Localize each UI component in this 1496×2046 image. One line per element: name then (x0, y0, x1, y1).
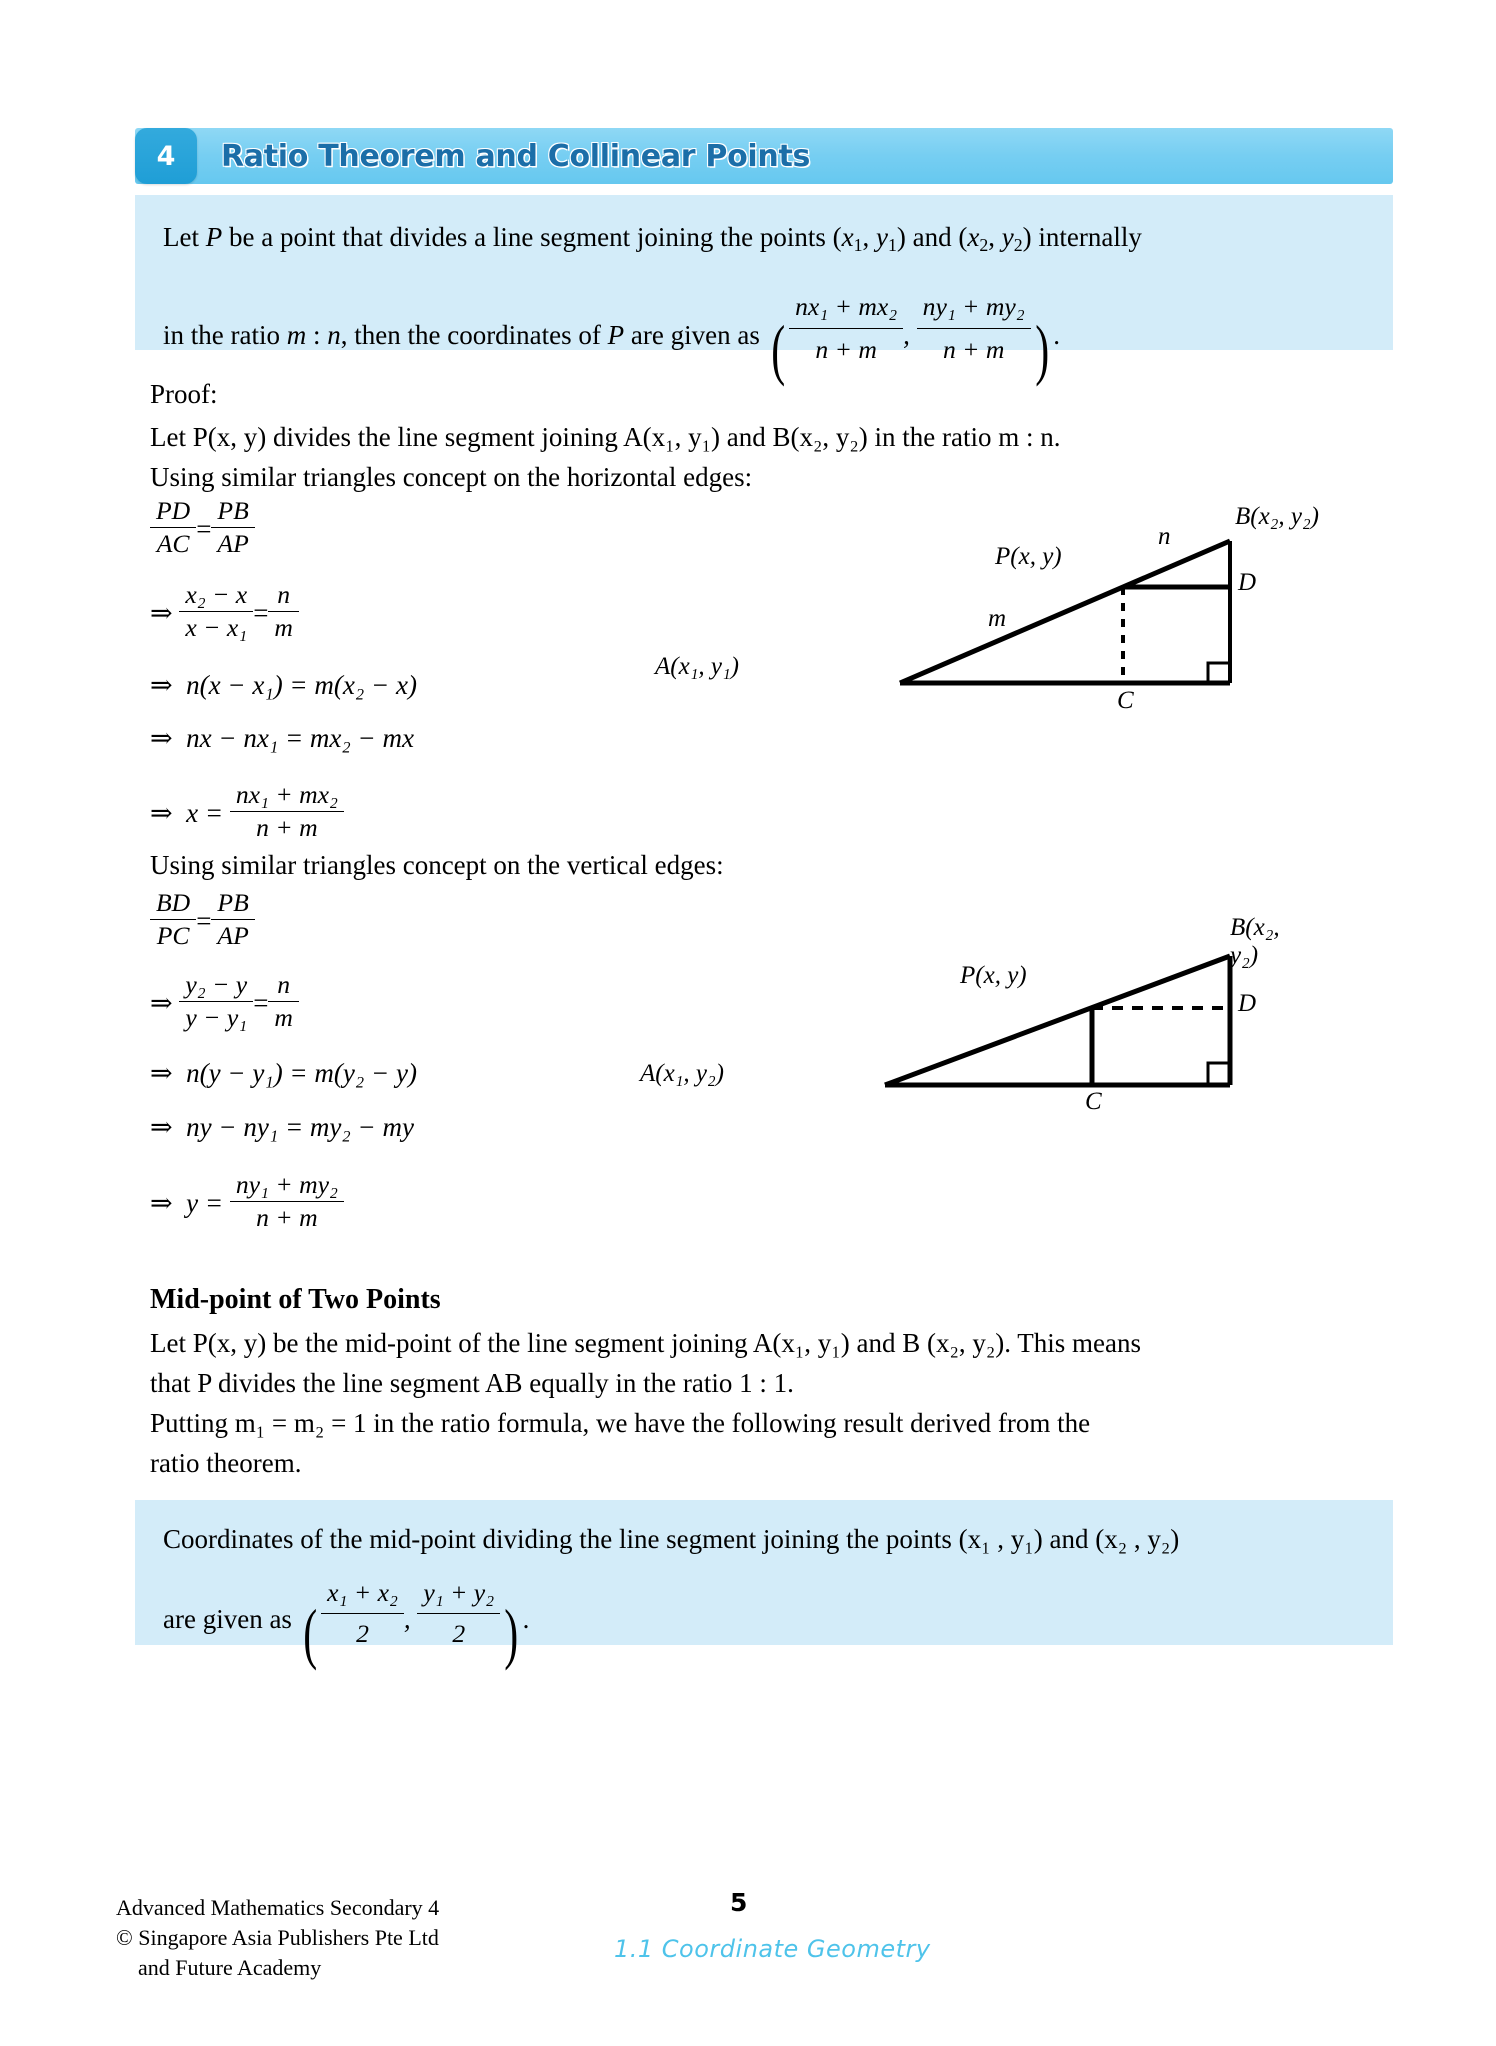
v-step3-text: n(y − y₁) = m(y₂ − y) (186, 1058, 417, 1088)
v-step5-num: ny₁ + my₂ (230, 1170, 344, 1202)
h-step1-lhs-den: AC (156, 529, 190, 558)
section-header (135, 128, 1393, 184)
v-step1-rhs-den: AP (217, 921, 249, 950)
theorem-text-e: in the ratio (163, 319, 287, 350)
v-step5-lhs: y = (186, 1187, 224, 1218)
v-step-4 (150, 1112, 414, 1143)
section-number-badge (135, 128, 197, 184)
h-step5-num: nx₁ + mx₂ (230, 780, 344, 812)
midpoint-heading: Mid-point of Two Points (150, 1284, 441, 1315)
mp-frac-y-num: y₁ + y₂ (417, 1574, 500, 1614)
diagram1-label-P: P(x, y) (995, 543, 1062, 570)
h-step2-arrow: ⇒ (150, 597, 173, 628)
h-step-3 (150, 670, 417, 701)
segment-AB (885, 956, 1230, 1085)
v-step2-lhs-num: y₂ − y (179, 970, 253, 1002)
mp-frac-x-num: x₁ + x₂ (321, 1574, 404, 1614)
theorem-colon: : (306, 319, 328, 350)
diagram2-label-B: B(x₂, y₂) (1230, 914, 1280, 969)
v-step3-arrow: ⇒ (150, 1058, 173, 1088)
theorem-text-d: ) internally (1022, 222, 1142, 252)
v-step4-text: ny − ny₁ = my₂ − my (186, 1112, 414, 1142)
v-step5-den: n + m (256, 1203, 318, 1232)
proof-line-1: Let P(x, y) divides the line segment joining A(x₁, y₁) and B(x₂, y₂) in the ratio m : n. (150, 422, 1061, 452)
midpoint-callout-line-1: Coordinates of the mid-point dividing the line segment joining the points (x₁ , y₁) and (x₂ , y₂) (163, 1524, 1180, 1554)
v-step2-lhs-den: y − y₁ (185, 1003, 248, 1032)
theorem-sub-4: 2 (1013, 234, 1023, 255)
theorem-frac-y-den: n + m (942, 334, 1005, 364)
h-step5-arrow: ⇒ (150, 797, 173, 828)
mp-frac-y-den: 2 (452, 1619, 466, 1648)
mp-period: . (522, 1603, 530, 1634)
h-step1-rhs (211, 496, 254, 559)
theorem-frac-x-den: n + m (815, 334, 877, 364)
theorem-frac-x-num: nx₁ + mx₂ (789, 287, 903, 329)
segment-AB (900, 541, 1230, 683)
theorem-sub-3: 2 (979, 234, 989, 255)
diagram1-label-m: m (988, 605, 1007, 632)
midpoint-fraction-y (417, 1574, 500, 1653)
diagram1-label-B: B(x₂, y₂) (1235, 503, 1319, 530)
theorem-line-2 (163, 287, 1365, 388)
theorem-comma-2: , (988, 222, 1002, 252)
v-step-3 (150, 1058, 417, 1089)
theorem-var-n: n (327, 319, 341, 350)
footer-credit-line-1: Advanced Mathematics Secondary 4 (116, 1895, 440, 1920)
diagram2-label-A: A(x₁, y₂) (640, 1060, 724, 1087)
theorem-var-y2: y (1001, 222, 1014, 252)
h-step4-text: nx − nx₁ = mx₂ − mx (186, 723, 414, 753)
theorem-line-1 (163, 217, 1365, 265)
theorem-frac-comma: , (903, 319, 917, 350)
midpoint-callout-text: are given as (163, 1603, 292, 1634)
diagram-vertical-edges (640, 900, 1310, 1120)
v-step1-lhs-den: PC (156, 921, 190, 950)
h-step-1 (150, 496, 255, 559)
theorem-sub-2: 1 (888, 234, 897, 255)
v-step1-lhs (150, 888, 196, 951)
v-step2-rhs-den: m (274, 1003, 293, 1032)
h-step-4 (150, 723, 414, 754)
h-step1-equals: = (196, 513, 212, 544)
v-step1-lhs-num: BD (150, 888, 196, 920)
theorem-var-P: P (205, 222, 223, 252)
v-step5-fraction (230, 1170, 344, 1233)
right-angle-marker (1208, 663, 1230, 683)
v-step-5 (150, 1170, 344, 1233)
v-step2-lhs (179, 970, 253, 1033)
mp-frac-x-den: 2 (356, 1619, 369, 1648)
diagram2-label-P: P(x, y) (960, 962, 1027, 989)
mp-frac-comma: , (403, 1603, 418, 1634)
theorem-frac-y-num: ny₁ + my₂ (917, 287, 1031, 329)
proof-heading: Proof: (150, 379, 218, 409)
theorem-comma-1: , (862, 222, 877, 252)
v-step-2 (150, 970, 299, 1033)
theorem-var-x2: x (967, 222, 980, 252)
midpoint-callout-box (135, 1500, 1393, 1672)
theorem-var-x1: x (841, 222, 854, 252)
midpoint-line-4: ratio theorem. (150, 1448, 302, 1478)
theorem-fraction-x (789, 287, 903, 370)
h-step1-lhs-num: PD (150, 496, 196, 528)
footer-credit-line-2: © Singapore Asia Publishers Pte Ltd (116, 1925, 439, 1950)
v-step4-arrow: ⇒ (150, 1112, 173, 1142)
theorem-text-b: be a point that divides a line segment joining the points ( (222, 222, 842, 252)
midpoint-callout-line-2 (163, 1574, 1365, 1672)
v-step2-arrow: ⇒ (150, 987, 173, 1018)
proof-line-2: Using similar triangles concept on the horizontal edges: (150, 462, 753, 492)
diagram1-label-A: A(x₁, y₁) (655, 653, 739, 680)
page-number: 5 (730, 1888, 748, 1917)
h-step2-lhs-num: x₂ − x (179, 580, 253, 612)
footer-credit (116, 1893, 439, 1983)
h-step1-lhs (150, 496, 196, 559)
diagram1-label-D: D (1238, 569, 1257, 596)
v-step-1 (150, 888, 255, 951)
h-step1-rhs-num: PB (211, 496, 254, 528)
theorem-sub-1: 1 (853, 234, 863, 255)
v-step2-rhs-num: n (268, 970, 299, 1002)
h-step3-arrow: ⇒ (150, 670, 173, 700)
midpoint-fraction-x (321, 1574, 404, 1653)
theorem-text-f: , then the coordinates of (340, 319, 608, 350)
footer-credit-line-3: and Future Academy (138, 1955, 322, 1980)
theorem-text-a: Let (163, 222, 206, 252)
theorem-fraction-y (917, 287, 1031, 370)
theorem-var-y1: y (876, 222, 889, 252)
v-step1-equals: = (196, 905, 212, 936)
h-step2-rhs-den: m (274, 613, 293, 642)
midpoint-line-2: that P divides the line segment AB equally in the ratio 1 : 1. (150, 1368, 794, 1398)
diagram-horizontal-edges (655, 503, 1320, 715)
midpoint-line-1: Let P(x, y) be the mid-point of the line segment joining A(x₁, y₁) and B (x₂, y₂). This means (150, 1328, 1141, 1358)
right-angle-marker (1208, 1063, 1230, 1085)
footer-section-label: 1.1 Coordinate Geometry (614, 1935, 931, 1963)
theorem-text-g: are given as (624, 319, 760, 350)
v-step1-rhs (211, 888, 254, 951)
close-paren: ) (1034, 312, 1049, 388)
h-step3-text: n(x − x₁) = m(x₂ − x) (186, 670, 417, 700)
h-step2-rhs-num: n (268, 580, 299, 612)
v-step5-arrow: ⇒ (150, 1187, 173, 1218)
theorem-text-c: ) and ( (896, 222, 968, 252)
theorem-var-m: m (286, 319, 307, 350)
h-step2-lhs-den: x − x₁ (185, 613, 248, 642)
h-step4-arrow: ⇒ (150, 723, 173, 753)
mp-close-paren: ) (504, 1596, 519, 1672)
v-step1-rhs-num: PB (211, 888, 254, 920)
theorem-var-P2: P (607, 319, 625, 350)
diagram2-label-D: D (1238, 990, 1257, 1017)
diagram2-label-C: C (1085, 1088, 1102, 1115)
open-paren: ( (770, 312, 785, 388)
midpoint-line-3: Putting m₁ = m₂ = 1 in the ratio formula, we have the following result derived from the (150, 1408, 1091, 1438)
theorem-callout-box (135, 195, 1393, 388)
v-step2-rhs (268, 970, 299, 1033)
section-number: 4 (156, 140, 176, 172)
diagram1-label-n: n (1158, 523, 1171, 550)
h-step-5 (150, 780, 344, 843)
h-step2-lhs (179, 580, 253, 643)
diagram1-label-C: C (1117, 687, 1134, 714)
h-step1-rhs-den: AP (217, 529, 249, 558)
v-step2-equals: = (253, 987, 269, 1018)
h-step5-fraction (230, 780, 344, 843)
h-step5-den: n + m (256, 813, 318, 842)
mp-open-paren: ( (302, 1596, 317, 1672)
h-step-2 (150, 580, 299, 643)
proof-line-3: Using similar triangles concept on the vertical edges: (150, 850, 724, 880)
section-title: Ratio Theorem and Collinear Points (221, 138, 811, 174)
h-step5-lhs: x = (186, 797, 224, 828)
h-step2-equals: = (253, 597, 269, 628)
theorem-period: . (1053, 319, 1060, 350)
diagram-1-svg (840, 505, 1320, 715)
h-step2-rhs (268, 580, 299, 643)
